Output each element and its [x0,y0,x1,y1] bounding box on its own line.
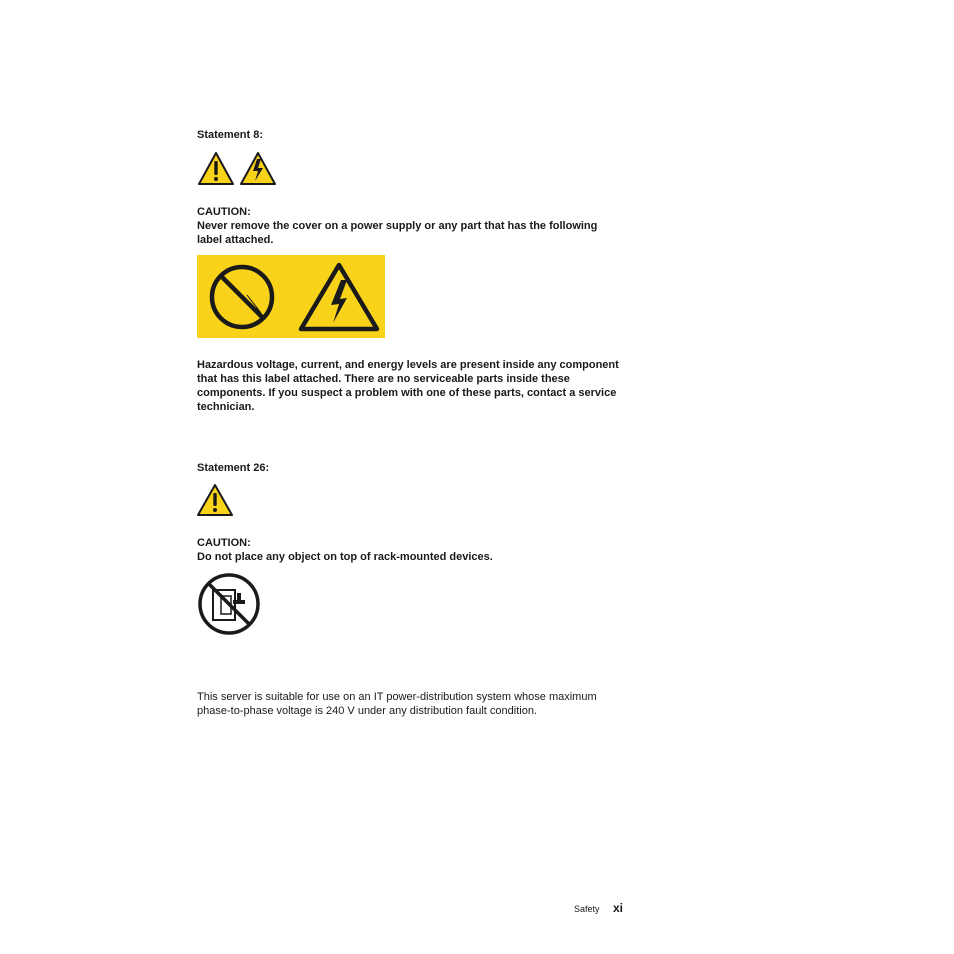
warning-triangle-icon [197,151,277,187]
electric-hazard-icon [241,153,275,184]
statement-26-heading: Statement 26: [197,462,270,474]
footer-page-number: xi [613,901,624,915]
warning-triangle-icon [197,483,235,517]
statement-8-icons [197,151,277,187]
statement-8-hazard-text: Hazardous voltage, current, and energy levels are present inside any component that has this label attached. There are no serviceable parts inside these components. If you suspect a problem with one of these parts, contact a service technician. [197,359,619,413]
statement-26-caution-label: CAUTION: [197,537,251,549]
statement-8-caution-text: Never remove the cover on a power supply or any part that has the following label attached. [197,220,598,246]
no-objects-on-rack-icon [197,572,261,636]
closing-paragraph: This server is suitable for use on an IT power-distribution system whose maximum phase-to-phase voltage is 240 V under any distribution fault condition. [197,691,597,717]
statement-26-icons [197,483,235,517]
statement-26-caution-text: Do not place any object on top of rack-mounted devices. [197,551,493,563]
hazard-label-image [197,255,385,338]
footer-section-name: Safety [574,904,600,914]
statement-8-heading: Statement 8: [197,129,264,141]
statement-8-caution-label: CAUTION: [197,206,251,218]
